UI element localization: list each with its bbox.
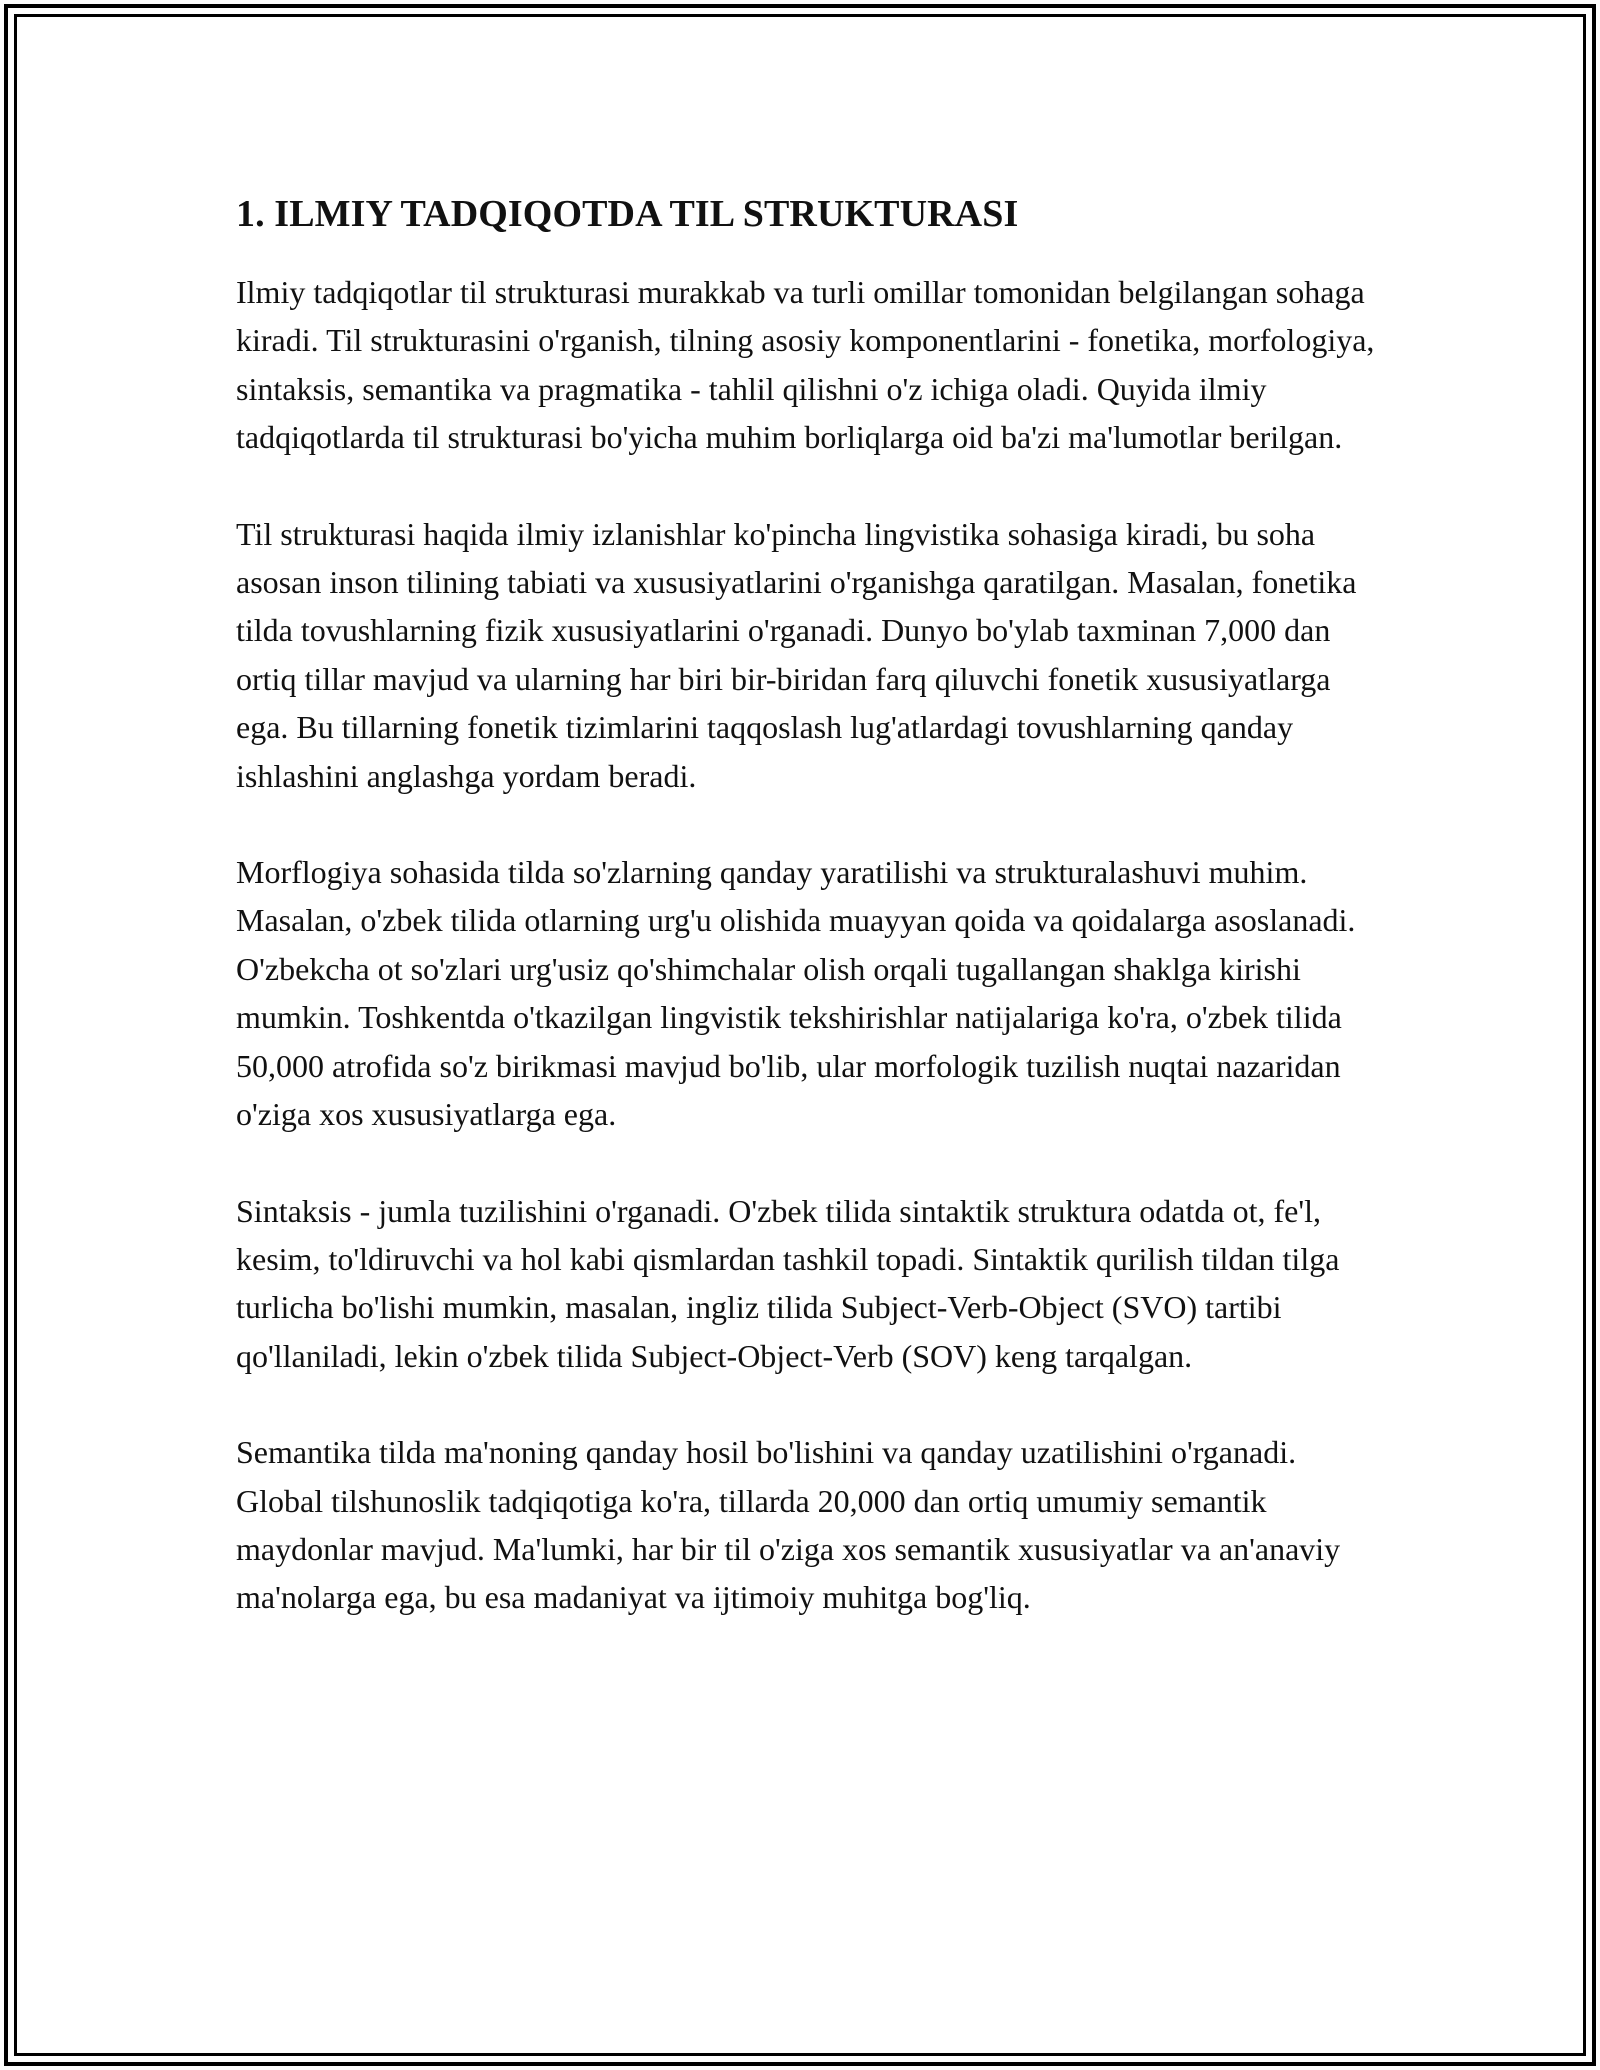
paragraph-morphology: Morflogiya sohasida tilda so'zlarning qanday yaratilishi va strukturalashuvi muhim. Masalan, o'zbek tilida otlarning urg'u olishida muayyan qoida va qoidalarga asoslanadi. O'zbekcha ot so'zlari urg'usiz qo'shimchalar olish orqali tugallangan shaklga kirishi mumkin. Toshkentda o'tkazilgan lingvistik tekshirishlar natijalariga ko'ra, o'zbek tilida 50,000 atrofida so'z birikmasi mavjud bo'lib, ular morfologik tuzilish nuqtai nazaridan o'ziga xos xususiyatlarga ega. [236, 854, 1356, 1133]
paragraph-semantics: Semantika tilda ma'noning qanday hosil bo'lishini va qanday uzatilishini o'rganadi. Global tilshunoslik tadqiqotiga ko'ra, tillarda 20,000 dan ortiq umumiy semantik maydonlar mavjud. Ma'lumki, har bir til o'ziga xos semantik xususiyatlar va an'anaviy ma'nolarga ega, bu esa madaniyat va ijtimoiy muhitga bog'liq. [236, 1434, 1341, 1616]
paragraph-phonetics: Til strukturasi haqida ilmiy izlanishlar ko'pincha lingvistika sohasiga kiradi, bu soha asosan inson tilining tabiati va xususiyatlarini o'rganishga qaratilgan. Masalan, fonetika tilda tovushlarning fizik xususiyatlarini o'rganadi. Dunyo bo'ylab taxminan 7,000 dan ortiq tillar mavjud va ularning har biri bir-biridan farq qiluvchi fonetik xususiyatlarga ega. Bu tillarning fonetik tizimlarini taqqoslash lug'atlardagi tovushlarning qanday ishlashini anglashga yordam beradi. [236, 515, 1357, 794]
paragraph-syntax: Sintaksis - jumla tuzilishini o'rganadi. O'zbek tilida sintaktik struktura odatda ot, fe'l, kesim, to'ldiruvchi va hol kabi qismlardan tashkil topadi. Sintaktik qurilish tildan tilga turlicha bo'lishi mumkin, masalan, ingliz tilida Subject-Verb-Object (SVO) tartibi qo'llaniladi, lekin o'zbek tilida Subject-Object-Verb (SOV) keng tarqalgan. [236, 1192, 1340, 1374]
document-page [236, 188, 1376, 1670]
paragraph-intro: Ilmiy tadqiqotlar til strukturasi murakkab va turli omillar tomonidan belgilangan sohaga kiradi. Til strukturasini o'rganish, tilning asosiy komponentlarini - fonetika, morfologiya, sintaksis, semantika va pragmatika - tahlil qilishni o'z ichiga oladi. Quyida ilmiy tadqiqotlarda til strukturasi bo'yicha muhim borliqlarga oid ba'zi ma'lumotlar berilgan. [236, 274, 1375, 456]
section-title: 1. ILMIY TADQIQOTDA TIL STRUKTURASI [236, 193, 1019, 235]
